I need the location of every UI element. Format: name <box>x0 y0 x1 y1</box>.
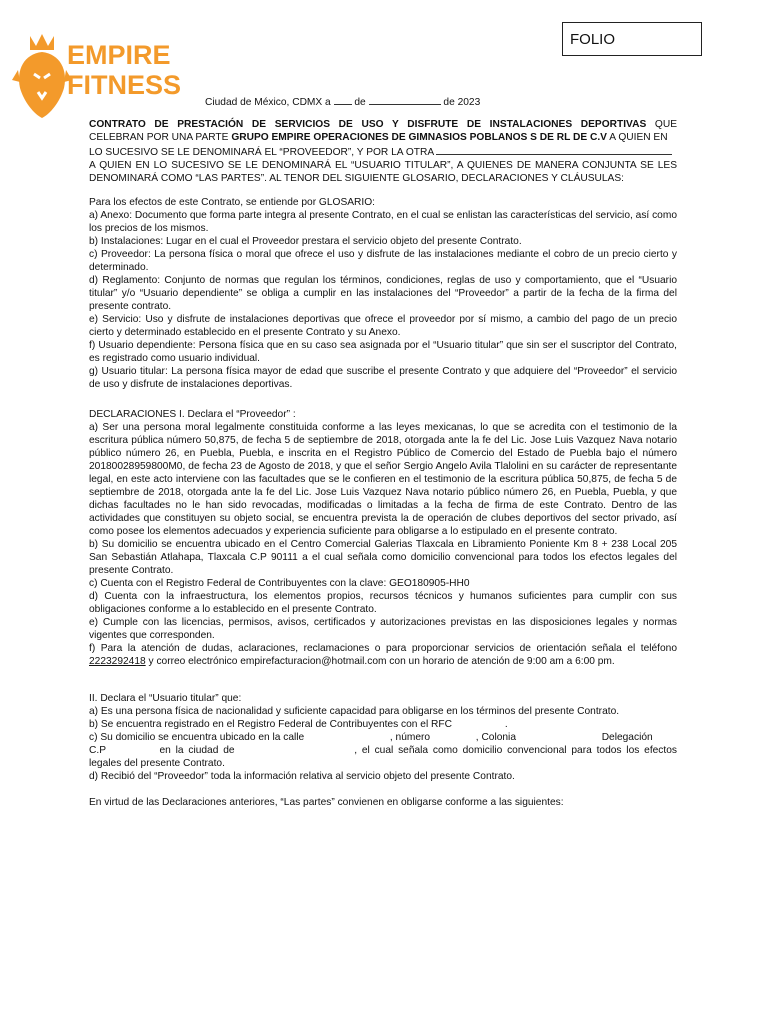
usuario-name-blank <box>436 144 672 155</box>
folio-box <box>562 22 702 56</box>
closing-paragraph: En virtud de las Declaraciones anteriores, “Las partes” convienen en obligarse conforme a las siguientes: <box>89 797 564 808</box>
year-text: de 2023 <box>443 97 481 108</box>
declaracion-i-a: a) Ser una persona moral legalmente constituida conforme a las leyes mexicanas, lo que se acredita con el testimonio de la escritura pública número 50,875, de fecha 5 de septiembre de 2018, otorgada ante la fe del Lic. Jose Luis Vazquez Nava notario público número 26, en Puebla, Puebla, e inscrita en el Registro Público de Comercio del Estado de Puebla bajo el número 20180028959800M0, de fecha 23 de Agosto de 2018, y que el señor Sergio Angelo Avila Tlalolini en su carácter de representante legal, en este acto interviene con las facultades que se le confieren en el testimonio de la escritura pública 50,875, de fecha 5 de septiembre de 2018, otorgada ante la fe del Lic. Jose Luis Vazquez Nava notario público número 26, en Puebla, Puebla, y que dichas facultades no le han sido revocadas, modificadas o limitadas a la fecha de firma de este Contrato. Dentro de las actividades que constituyen su objeto social, se encuentra prevista la de operación de clubes deportivos del sector privado, así como posee los elementos adecuados y experiencia suficiente para obligarse a lo estipulado en el presente contrato. <box>89 422 677 537</box>
logo-line-empire: EMPIRE <box>67 40 171 70</box>
glossary-heading: Para los efectos de este Contrato, se entiende por GLOSARIO: <box>89 197 375 208</box>
declaracion-ii-b: b) Se encuentra registrado en el Registro Federal de Contribuyentes con el RFC . <box>89 719 508 730</box>
glossary-item-f: f) Usuario dependiente: Persona física que en su caso sea asignada por el “Usuario titular” que sin ser el suscriptor del Contrato, es registrado como usuario individual. <box>89 340 677 364</box>
logo-line-fitness: FITNESS <box>67 70 182 100</box>
declaracion-i-c: c) Cuenta con el Registro Federal de Contribuyentes con la clave: GEO180905-HH0 <box>89 578 470 589</box>
declaracion-ii-d: d) Recibió del “Proveedor” toda la información relativa al servicio objeto del presente Contrato. <box>89 771 515 782</box>
glossary-item-c: c) Proveedor: La persona física o moral que ofrece el uso y disfrute de las instalaciones mediante el cobro de un precio cierto y determinado. <box>89 249 677 273</box>
que-text: QUE <box>654 119 677 130</box>
glossary-item-d: d) Reglamento: Conjunto de normas que regulan los términos, condiciones, reglas de uso y comportamiento, que el “Usuario titular” y/o “Usuario dependiente” se obliga a cumplir en las instalaciones del “Proveedor” a partir de la fecha de la firma del presente contrato. <box>89 275 677 312</box>
empire-fitness-logo <box>12 30 194 122</box>
phone-number: 2223292418 <box>89 656 146 667</box>
declaraciones-proveedor <box>89 408 677 668</box>
glossary-item-a: a) Anexo: Documento que forma parte integra al presente Contrato, en el cual se enlistan las características del servicio, así como los precios de los mismos. <box>89 210 677 234</box>
folio-label: FOLIO <box>570 31 616 48</box>
declaracion-i-f: f) Para la atención de dudas, aclaraciones, reclamaciones o para proporcionar servicios de orientación señala el teléfono 2223292418 y correo electrónico empirefacturacion@hotmail.com con un horario de atención de 9:00 am a 6:00 pm. <box>89 643 677 667</box>
declaracion-ii-c: c) Su domicilio se encuentra ubicado en la calle , número , Colonia Delegación C.P en la ciudad de , el cual señala como domicilio convencional para todos los efectos legales del presente Contrato. <box>89 732 677 769</box>
month-blank <box>369 94 441 105</box>
declaracion-i-b: b) Su domicilio se encuentra ubicado en el Centro Comercial Galerias Tlaxcala en Libramiento Poniente Km 8 + 238 Local 205 San Sebastián Atlahapa, Tlaxcala C.P 90111 a el cual señala como domicilio convencional para todos los efectos legales del presente Contrato. <box>89 539 677 576</box>
intro-usuario-titular: A QUIEN EN LO SUCESIVO SE LE DENOMINARÁ EL “USUARIO TITULAR”, A QUIENES DE MANERA CONJUNTA SE LES DENOMINARÁ COMO “LAS PARTES”. AL TENOR DEL SIGUIENTE GLOSARIO, DECLARACIONES Y CLÁUSULAS: <box>89 160 677 184</box>
contract-intro <box>89 118 677 185</box>
de-text: de <box>354 97 366 108</box>
declaracion-ii-a: a) Es una persona física de nacionalidad y suficiente capacidad para obligarse en los términos del presente Contrato. <box>89 706 620 717</box>
lion-crown-icon <box>12 30 72 122</box>
intro-proveedor-line: LO SUCESIVO SE LE DENOMINARÁ EL “PROVEEDOR”, Y POR LA OTRA <box>89 147 434 158</box>
declaraciones-usuario <box>89 692 677 809</box>
declaracion-i-e: e) Cumple con las licencias, permisos, avisos, certificados y autorizaciones previstas en las disposiciones legales y normas vigentes que corresponden. <box>89 617 677 641</box>
glossary-item-g: g) Usuario titular: La persona física mayor de edad que suscribe el presente Contrato y que adquiere del “Proveedor” el servicio de uso y disfrute de instalaciones deportivas. <box>89 366 677 390</box>
contract-title: CONTRATO DE PRESTACIÓN DE SERVICIOS DE USO Y DISFRUTE DE INSTALACIONES DEPORTIVAS <box>89 119 647 130</box>
day-blank <box>334 94 352 105</box>
intro-quien: A QUIEN EN <box>609 132 668 143</box>
company-name: GRUPO EMPIRE OPERACIONES DE GIMNASIOS POBLANOS S DE RL DE C.V <box>231 132 607 143</box>
intro-celebran: CELEBRAN POR UNA PARTE <box>89 132 229 143</box>
declaraciones-heading: DECLARACIONES I. Declara el “Proveedor” : <box>89 409 296 420</box>
glossary-section <box>89 196 677 391</box>
city-prefix: Ciudad de México, CDMX a <box>205 97 331 108</box>
glossary-item-b: b) Instalaciones: Lugar en el cual el Proveedor prestara el servicio objeto del presente Contrato. <box>89 236 522 247</box>
declaraciones-ii-heading: II. Declara el “Usuario titular” que: <box>89 693 242 704</box>
declaracion-i-d: d) Cuenta con la infraestructura, los elementos propios, recursos técnicos y humanos suficientes para cumplir con sus obligaciones conforme a lo establecido en el presente Contrato. <box>89 591 677 615</box>
city-date-line <box>205 94 480 108</box>
glossary-item-e: e) Servicio: Uso y disfrute de instalaciones deportivas que ofrece el proveedor por sí mismo, a cambio del pago de un precio cierto y determinado establecido en el presente Contrato y su Anexo. <box>89 314 677 338</box>
